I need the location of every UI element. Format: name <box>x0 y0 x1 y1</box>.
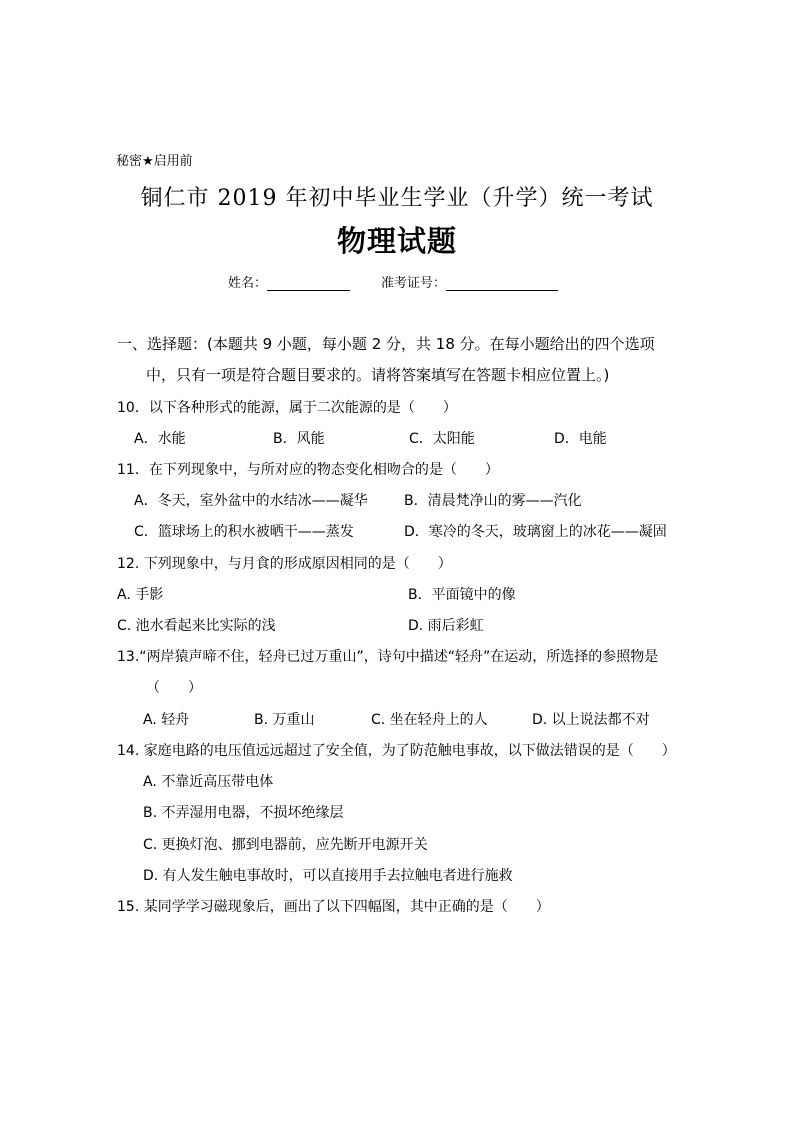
name-label: 姓名： <box>228 276 268 291</box>
id-field <box>381 272 558 291</box>
confidential-label: 秘密★启用前 <box>116 154 193 169</box>
question-15-stem: 15. 某同学学习磁现象后，画出了以下四幅图，其中正确的是（ ） <box>117 899 550 915</box>
exam-title: 铜仁市 2019 年初中毕业生学业（升学）统一考试 <box>140 186 654 211</box>
question-11-option-b: B．清晨梵净山的雾——汽化 <box>404 493 582 509</box>
question-10-option-b: B．风能 <box>273 431 325 447</box>
question-13-stem: 13.“两岸猿声啼不住，轻舟已过万重山”，诗句中描述“轻舟”在运动，所选择的参照物是 <box>117 649 659 665</box>
question-12-option-b: B．平面镜中的像 <box>408 587 516 603</box>
question-11-option-d: D．寒冷的冬天，玻璃窗上的冰花——凝固 <box>404 524 667 540</box>
section-heading-line2: 中，只有一项是符合题目要求的。请将答案填写在答题卡相应位置上。) <box>146 366 610 384</box>
question-12-option-c: C. 池水看起来比实际的浅 <box>117 618 276 634</box>
id-label: 准考证号： <box>381 276 447 291</box>
question-11-option-c: C．篮球场上的积水被晒干——蒸发 <box>134 524 354 540</box>
subject-title: 物理试题 <box>336 224 457 258</box>
question-14-option-d: D. 有人发生触电事故时，可以直接用手去拉触电者进行施救 <box>143 868 513 884</box>
section-heading-line1: 一、选择题：(本题共 9 小题，每小题 2 分，共 18 分。在每小题给出的四个选项 <box>117 335 655 353</box>
name-blank <box>267 276 350 291</box>
question-14-option-a: A. 不靠近高压带电体 <box>143 774 274 790</box>
question-13-option-d: D. 以上说法都不对 <box>532 712 650 728</box>
question-14-option-b: B. 不弄湿用电器，不损坏绝缘层 <box>143 805 344 821</box>
question-10-stem: 10．以下各种形式的能源，属于二次能源的是（ ） <box>117 400 457 416</box>
name-field <box>228 272 350 291</box>
question-11-option-a: A．冬天，室外盆中的水结冰——凝华 <box>134 493 368 509</box>
id-blank <box>446 276 558 291</box>
question-12-option-a: A. 手影 <box>117 587 164 603</box>
question-13-option-b: B. 万重山 <box>254 712 315 728</box>
question-12-option-d: D. 雨后彩虹 <box>408 618 484 634</box>
question-13-option-a: A. 轻舟 <box>143 712 190 728</box>
question-14-option-c: C. 更换灯泡、挪到电器前，应先断开电源开关 <box>143 837 428 853</box>
question-13-stem-cont: （ ） <box>146 680 202 696</box>
question-14-stem: 14. 家庭电路的电压值远远超过了安全值，为了防范触电事故，以下做法错误的是（ ） <box>117 743 676 759</box>
question-11-stem: 11．在下列现象中，与所对应的物态变化相吻合的是（ ） <box>117 462 499 478</box>
question-12-stem: 12. 下列现象中，与月食的形成原因相同的是（ ） <box>117 556 452 572</box>
question-10-option-a: A．水能 <box>134 431 186 447</box>
question-10-option-d: D．电能 <box>554 431 607 447</box>
question-10-option-c: C．太阳能 <box>409 431 475 447</box>
question-13-option-c: C. 坐在轻舟上的人 <box>371 712 488 728</box>
